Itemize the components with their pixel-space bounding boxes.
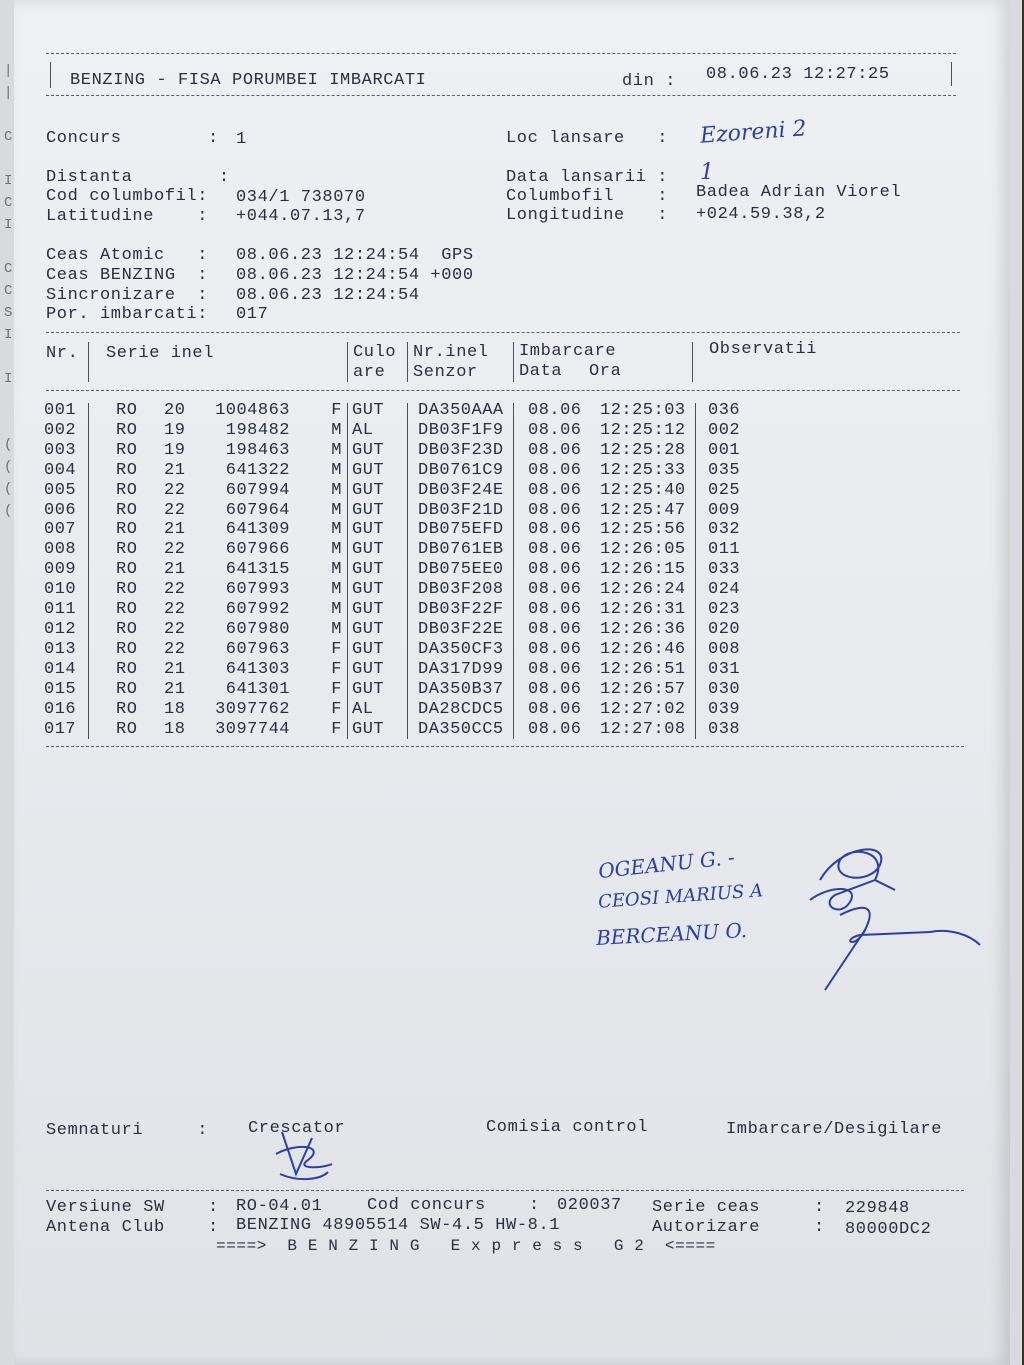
- table-row: [44, 680, 768, 700]
- row-time: 12:26:57: [600, 679, 686, 699]
- loc-lansare-handwritten: Ezoreni 2: [699, 116, 808, 149]
- cod-concurs-value: 020037: [557, 1196, 622, 1215]
- row-time: 12:25:03: [600, 401, 686, 420]
- left-margin-marks: | | C I C I C C S I I ( ( ( (: [4, 63, 13, 519]
- table-row: [44, 600, 768, 620]
- row-year: 21: [164, 659, 186, 679]
- table-row: [44, 421, 768, 441]
- committee-signatures-scribble: [780, 840, 990, 1005]
- row-sensor: DA317D99: [418, 659, 504, 679]
- row-ring-number: 198463: [225, 440, 290, 460]
- ceas-benzing-value: 08.06.23 12:24:54 +000: [236, 266, 474, 285]
- distanta-label: Distanta :: [46, 168, 230, 187]
- row-nr: 008: [44, 540, 77, 560]
- concurs-label: Concurs :: [46, 129, 219, 148]
- row-sex: M: [331, 520, 342, 540]
- row-date: 08.06: [528, 520, 582, 540]
- crescator-label: Crescator: [248, 1119, 346, 1138]
- row-year: 22: [164, 639, 186, 659]
- row-observation: 030: [708, 679, 741, 699]
- row-nr: 009: [44, 560, 77, 580]
- handwritten-name-1: OGEANU G. -: [597, 844, 736, 884]
- table-row: [44, 580, 768, 600]
- row-date: 08.06: [528, 460, 582, 480]
- row-year: 22: [164, 580, 186, 600]
- table-row: [44, 401, 768, 421]
- row-observation: 008: [708, 639, 741, 659]
- row-country: RO: [116, 679, 138, 699]
- row-nr: 002: [44, 420, 77, 440]
- row-observation: 023: [708, 600, 741, 620]
- row-color: AL: [352, 699, 374, 719]
- row-date: 08.06: [528, 679, 582, 699]
- serie-ceas-value: 229848: [845, 1199, 910, 1218]
- header-border-left: [50, 62, 51, 88]
- row-observation: 038: [708, 719, 741, 739]
- row-sex: F: [331, 401, 342, 420]
- row-country: RO: [116, 520, 138, 540]
- row-ring-number: 641315: [225, 560, 290, 580]
- row-color: GUT: [352, 440, 385, 460]
- row-sensor: DB03F21D: [418, 500, 504, 520]
- row-year: 22: [164, 500, 186, 520]
- row-sensor: DB075EFD: [418, 520, 504, 540]
- row-date: 08.06: [528, 480, 582, 500]
- row-observation: 001: [708, 440, 741, 460]
- row-year: 18: [164, 699, 186, 719]
- col-sep-5-header: [692, 342, 693, 382]
- row-color: GUT: [352, 480, 385, 500]
- th-nr: Nr.: [46, 344, 79, 363]
- row-date: 08.06: [528, 619, 582, 639]
- por-imbarcati-value: 017: [236, 305, 269, 324]
- row-nr: 012: [44, 619, 77, 639]
- row-country: RO: [116, 659, 138, 679]
- th-senzor: Senzor: [413, 363, 478, 382]
- row-year: 19: [164, 440, 186, 460]
- row-sex: M: [331, 440, 342, 460]
- row-year: 22: [164, 600, 186, 620]
- antena-club-value: BENZING 48905514 SW-4.5 HW-8.1: [236, 1216, 561, 1235]
- row-ring-number: 641309: [225, 520, 290, 540]
- row-country: RO: [116, 719, 138, 739]
- latitudine-label: Latitudine :: [46, 207, 209, 226]
- row-color: GUT: [352, 500, 385, 520]
- table-row: [44, 481, 768, 501]
- row-color: GUT: [352, 460, 385, 480]
- row-country: RO: [116, 639, 138, 659]
- row-sensor: DB03F23D: [418, 440, 504, 460]
- concurs-value: 1: [236, 130, 247, 149]
- row-sensor: DA28CDC5: [418, 699, 504, 719]
- row-time: 12:27:08: [600, 719, 686, 739]
- row-ring-number: 607964: [225, 500, 290, 520]
- row-year: 22: [164, 540, 186, 560]
- autorizare-label: Autorizare :: [652, 1218, 825, 1237]
- cod-columbofil-label: Cod columbofil:: [46, 187, 209, 206]
- row-country: RO: [116, 540, 138, 560]
- row-color: GUT: [352, 401, 385, 420]
- table-row: [44, 560, 768, 580]
- row-sensor: DB03F22E: [418, 619, 504, 639]
- row-nr: 015: [44, 679, 77, 699]
- row-sex: F: [331, 699, 342, 719]
- row-ring-number: 607994: [225, 480, 290, 500]
- row-date: 08.06: [528, 639, 582, 659]
- row-country: RO: [116, 460, 138, 480]
- table-row: [44, 441, 768, 461]
- row-observation: 024: [708, 580, 741, 600]
- row-nr: 001: [44, 401, 77, 420]
- row-country: RO: [116, 480, 138, 500]
- row-time: 12:25:33: [600, 460, 686, 480]
- row-year: 21: [164, 679, 186, 699]
- row-year: 20: [164, 401, 186, 420]
- row-year: 22: [164, 619, 186, 639]
- row-time: 12:25:40: [600, 480, 686, 500]
- header-border-bottom: [46, 95, 956, 96]
- row-year: 18: [164, 719, 186, 739]
- versiune-sw-value: RO-04.01: [236, 1197, 323, 1216]
- row-date: 08.06: [528, 500, 582, 520]
- table-row: [44, 540, 768, 560]
- table-row: [44, 461, 768, 481]
- longitudine-label: Longitudine :: [506, 206, 669, 225]
- row-date: 08.06: [528, 420, 582, 440]
- comisia-control-label: Comisia control: [486, 1118, 649, 1137]
- row-time: 12:25:12: [600, 420, 686, 440]
- row-sensor: DB0761EB: [418, 540, 504, 560]
- col-sep-4-header: [513, 342, 514, 382]
- row-observation: 011: [708, 540, 741, 560]
- row-year: 21: [164, 520, 186, 540]
- row-nr: 010: [44, 580, 77, 600]
- header-border-right: [951, 62, 952, 86]
- row-sex: M: [331, 420, 342, 440]
- row-date: 08.06: [528, 580, 582, 600]
- row-color: GUT: [352, 659, 385, 679]
- row-observation: 039: [708, 699, 741, 719]
- table-row: [44, 660, 768, 680]
- boarded-pigeons-table: [44, 401, 768, 739]
- serie-ceas-label: Serie ceas :: [652, 1198, 825, 1217]
- row-nr: 003: [44, 440, 77, 460]
- row-time: 12:26:15: [600, 560, 686, 580]
- row-time: 12:26:51: [600, 659, 686, 679]
- row-date: 08.06: [528, 600, 582, 620]
- row-ring-number: 1004863: [215, 401, 290, 420]
- longitudine-value: +024.59.38,2: [696, 205, 826, 224]
- row-ring-number: 641301: [225, 679, 290, 699]
- row-sex: M: [331, 500, 342, 520]
- row-ring-number: 198482: [225, 420, 290, 440]
- th-ora: Ora: [589, 362, 622, 381]
- row-nr: 004: [44, 460, 77, 480]
- row-ring-number: 607993: [225, 580, 290, 600]
- row-nr: 016: [44, 699, 77, 719]
- table-rule-header-bottom: [46, 390, 960, 391]
- row-sex: M: [331, 480, 342, 500]
- row-ring-number: 641303: [225, 659, 290, 679]
- table-rule-bottom: [46, 746, 964, 747]
- row-sensor: DB0761C9: [418, 460, 504, 480]
- row-date: 08.06: [528, 540, 582, 560]
- th-data: Data: [519, 362, 563, 381]
- row-sensor: DA350CC5: [418, 719, 504, 739]
- ceas-benzing-label: Ceas BENZING :: [46, 266, 209, 285]
- row-time: 12:25:47: [600, 500, 686, 520]
- col-sep-1-header: [88, 342, 89, 382]
- row-sensor: DA350AAA: [418, 401, 504, 420]
- row-ring-number: 607963: [225, 639, 290, 659]
- table-row: [44, 700, 768, 720]
- table-row: [44, 501, 768, 521]
- row-sex: F: [331, 679, 342, 699]
- row-color: GUT: [352, 520, 385, 540]
- header-border-top: [46, 53, 956, 54]
- row-sensor: DB03F1F9: [418, 420, 504, 440]
- row-nr: 005: [44, 480, 77, 500]
- handwritten-name-2: CEOSI MARIUS A: [597, 880, 764, 913]
- row-color: AL: [352, 420, 374, 440]
- th-culo: Culo: [353, 343, 397, 362]
- row-sensor: DB03F22F: [418, 600, 504, 620]
- antena-club-label: Antena Club :: [46, 1218, 219, 1237]
- row-country: RO: [116, 619, 138, 639]
- row-nr: 014: [44, 659, 77, 679]
- row-sex: F: [331, 639, 342, 659]
- table-row: [44, 640, 768, 660]
- row-country: RO: [116, 600, 138, 620]
- th-imbarcare: Imbarcare: [519, 342, 617, 361]
- table-row: [44, 620, 768, 640]
- cod-concurs-label: Cod concurs :: [367, 1196, 540, 1215]
- row-color: GUT: [352, 639, 385, 659]
- document-title: BENZING - FISA PORUMBEI IMBARCATI: [70, 71, 427, 90]
- row-sex: F: [331, 719, 342, 739]
- ceas-atomic-value: 08.06.23 12:24:54 GPS: [236, 246, 474, 265]
- row-country: RO: [116, 420, 138, 440]
- columbofil-label: Columbofil :: [506, 187, 669, 206]
- row-sex: F: [331, 659, 342, 679]
- latitudine-value: +044.07.13,7: [236, 207, 366, 226]
- row-sex: M: [331, 580, 342, 600]
- row-observation: 032: [708, 520, 741, 540]
- row-year: 21: [164, 560, 186, 580]
- row-observation: 036: [708, 401, 741, 420]
- row-time: 12:26:31: [600, 600, 686, 620]
- loc-lansare-label: Loc lansare :: [506, 129, 669, 148]
- por-imbarcati-label: Por. imbarcati:: [46, 305, 209, 324]
- row-country: RO: [116, 500, 138, 520]
- row-observation: 025: [708, 480, 741, 500]
- row-time: 12:25:28: [600, 440, 686, 460]
- row-observation: 035: [708, 460, 741, 480]
- row-time: 12:26:05: [600, 540, 686, 560]
- row-nr: 017: [44, 719, 77, 739]
- row-date: 08.06: [528, 699, 582, 719]
- ceas-atomic-label: Ceas Atomic :: [46, 246, 209, 265]
- header-datetime: 08.06.23 12:27:25: [706, 65, 890, 84]
- row-ring-number: 607992: [225, 600, 290, 620]
- col-sep-2-header: [347, 342, 348, 382]
- handwritten-name-3: BERCEANU O.: [595, 918, 748, 950]
- benzing-express-banner: ====> B E N Z I N G E x p r e s s G 2 <====: [216, 1237, 716, 1255]
- data-lansarii-label: Data lansarii :: [506, 168, 669, 187]
- row-date: 08.06: [528, 401, 582, 420]
- sincronizare-label: Sincronizare :: [46, 286, 209, 305]
- row-country: RO: [116, 440, 138, 460]
- row-ring-number: 607966: [225, 540, 290, 560]
- table-rule-top: [46, 332, 960, 333]
- row-color: GUT: [352, 619, 385, 639]
- autorizare-value: 80000DC2: [845, 1220, 932, 1239]
- row-color: GUT: [352, 719, 385, 739]
- semnaturi-label: Semnaturi :: [46, 1121, 209, 1140]
- row-time: 12:26:24: [600, 580, 686, 600]
- row-time: 12:27:02: [600, 699, 686, 719]
- row-sex: M: [331, 460, 342, 480]
- row-sensor: DB075EE0: [418, 560, 504, 580]
- row-country: RO: [116, 699, 138, 719]
- row-ring-number: 607980: [225, 619, 290, 639]
- row-country: RO: [116, 560, 138, 580]
- crescator-signature: [268, 1124, 340, 1186]
- row-year: 22: [164, 480, 186, 500]
- row-sensor: DA350B37: [418, 679, 504, 699]
- row-nr: 011: [44, 600, 77, 620]
- versiune-sw-label: Versiune SW :: [46, 1198, 219, 1217]
- row-time: 12:26:36: [600, 619, 686, 639]
- cod-columbofil-value: 034/1 738070: [236, 188, 366, 207]
- table-row: [44, 720, 768, 740]
- row-sex: M: [331, 600, 342, 620]
- row-date: 08.06: [528, 719, 582, 739]
- row-nr: 006: [44, 500, 77, 520]
- row-country: RO: [116, 401, 138, 420]
- row-color: GUT: [352, 560, 385, 580]
- row-observation: 020: [708, 619, 741, 639]
- row-time: 12:25:56: [600, 520, 686, 540]
- row-ring-number: 641322: [225, 460, 290, 480]
- row-time: 12:26:46: [600, 639, 686, 659]
- row-sex: M: [331, 619, 342, 639]
- row-ring-number: 3097744: [215, 719, 290, 739]
- th-serie-inel: Serie inel: [106, 344, 215, 363]
- sincronizare-value: 08.06.23 12:24:54: [236, 286, 420, 305]
- row-date: 08.06: [528, 659, 582, 679]
- row-sex: M: [331, 560, 342, 580]
- th-observatii: Observatii: [709, 340, 818, 359]
- columbofil-value: Badea Adrian Viorel: [696, 183, 902, 202]
- row-sensor: DA350CF3: [418, 639, 504, 659]
- th-are: are: [353, 363, 386, 382]
- row-color: GUT: [352, 580, 385, 600]
- data-lansarii-handwritten: 1: [700, 160, 714, 185]
- row-color: GUT: [352, 679, 385, 699]
- table-row: [44, 520, 768, 540]
- imbarcare-desigilare-label: Imbarcare/Desigilare: [726, 1120, 943, 1139]
- header-din-label: din :: [622, 72, 677, 91]
- row-color: GUT: [352, 540, 385, 560]
- row-observation: 009: [708, 500, 741, 520]
- row-observation: 031: [708, 659, 741, 679]
- row-sensor: DB03F208: [418, 580, 504, 600]
- th-nr-inel: Nr.inel: [413, 343, 489, 362]
- row-sex: M: [331, 540, 342, 560]
- row-date: 08.06: [528, 560, 582, 580]
- row-year: 21: [164, 460, 186, 480]
- row-date: 08.06: [528, 440, 582, 460]
- col-sep-3-header: [407, 342, 408, 382]
- row-nr: 007: [44, 520, 77, 540]
- row-country: RO: [116, 580, 138, 600]
- row-year: 19: [164, 420, 186, 440]
- row-sensor: DB03F24E: [418, 480, 504, 500]
- row-color: GUT: [352, 600, 385, 620]
- row-nr: 013: [44, 639, 77, 659]
- footer-rule: [46, 1190, 964, 1191]
- row-observation: 002: [708, 420, 741, 440]
- row-ring-number: 3097762: [215, 699, 290, 719]
- row-observation: 033: [708, 560, 741, 580]
